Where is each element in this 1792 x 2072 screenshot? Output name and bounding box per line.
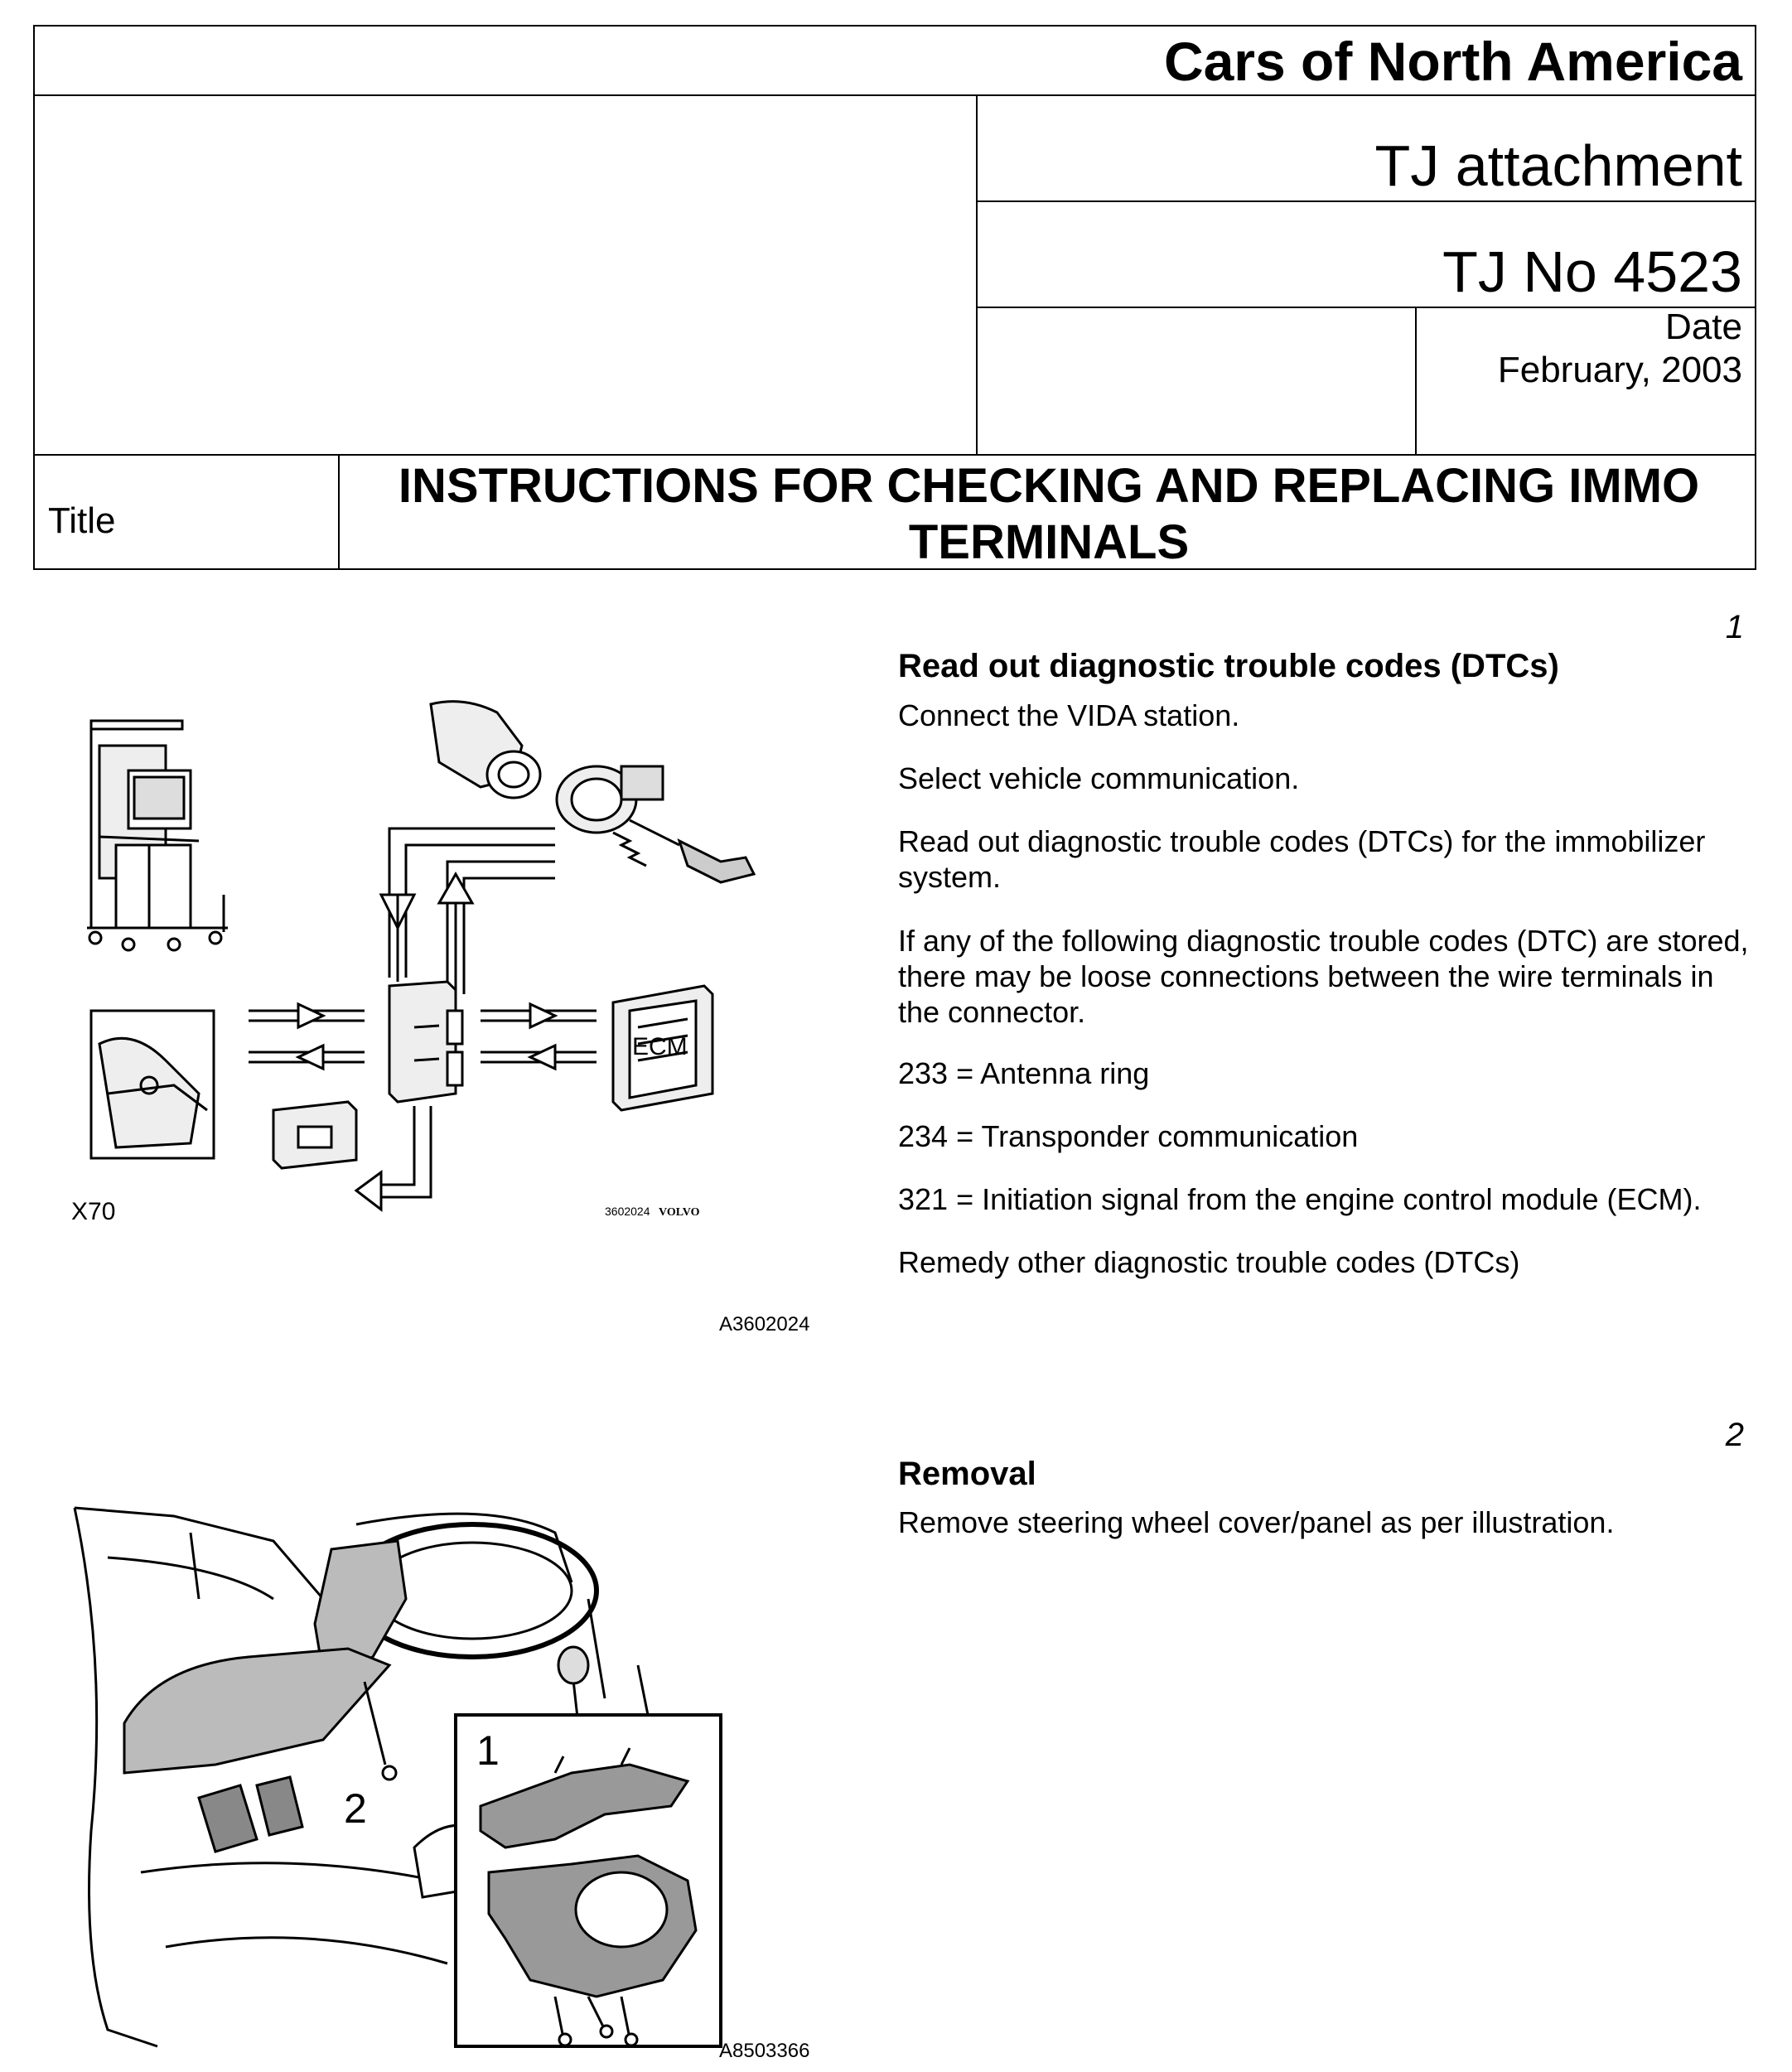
interior-inset-illustration bbox=[91, 1011, 214, 1158]
arrow-antenna-link bbox=[381, 828, 555, 994]
step-2-paragraph: Remove steering wheel cover/panel as per illustration. bbox=[898, 1505, 1615, 1539]
header-divider bbox=[976, 307, 1756, 308]
immobilizer-diagram bbox=[50, 696, 795, 1226]
step-1-paragraph: If any of the following diagnostic trouble codes (DTC) are stored, there may be loose connections between the wire terminals in the connector. bbox=[898, 924, 1749, 1029]
figure-1-caption: A3602024 bbox=[719, 1313, 810, 1335]
callout-1: 1 bbox=[476, 1727, 500, 1774]
header-divider bbox=[33, 94, 1756, 96]
figure-small-code: 3602024 bbox=[605, 1205, 650, 1218]
header-divider bbox=[1415, 307, 1417, 454]
dtc-234: 234 = Transponder communication bbox=[898, 1119, 1359, 1153]
document-title bbox=[341, 458, 1756, 571]
step-2-heading: Removal bbox=[898, 1456, 1036, 1492]
callout-2: 2 bbox=[344, 1785, 367, 1832]
dtc-233: 233 = Antenna ring bbox=[898, 1056, 1150, 1090]
header-divider bbox=[33, 454, 1756, 456]
ignition-antenna-ring-illustration bbox=[431, 702, 754, 882]
step-1-paragraph: Remedy other diagnostic trouble codes (DTCs) bbox=[898, 1245, 1520, 1279]
vida-station-illustration bbox=[87, 721, 228, 950]
step-1-paragraph: Read out diagnostic trouble codes (DTCs) for the immobilizer system. bbox=[898, 824, 1706, 894]
document-title-line-2: TERMINALS bbox=[908, 515, 1190, 569]
date-value: February, 2003 bbox=[1497, 350, 1742, 390]
step-number-2: 2 bbox=[1725, 1417, 1744, 1453]
title-label: Title bbox=[48, 500, 116, 541]
ecm-label: ECM bbox=[632, 1033, 688, 1060]
figure-2-caption: A8503366 bbox=[719, 2040, 810, 2062]
header-divider bbox=[338, 454, 340, 570]
document-title-line-1: INSTRUCTIONS FOR CHECKING AND REPLACING IMMO bbox=[398, 459, 1700, 513]
arrow-left-link bbox=[249, 1004, 365, 1069]
date-label: Date bbox=[1665, 307, 1742, 347]
arrow-ecm-link bbox=[481, 1004, 597, 1069]
central-lock-module-illustration bbox=[273, 1102, 431, 1210]
company-name: Cars of North America bbox=[1163, 31, 1742, 92]
steering-panel-removal-illustration bbox=[58, 1500, 804, 2055]
step-1-paragraph: Connect the VIDA station. bbox=[898, 698, 1240, 732]
immobilizer-module-illustration bbox=[389, 982, 462, 1102]
step-number-1: 1 bbox=[1725, 609, 1744, 645]
step-1-paragraph: Select vehicle communication. bbox=[898, 761, 1300, 795]
dtc-321: 321 = Initiation signal from the engine control module (ECM). bbox=[898, 1182, 1702, 1216]
volvo-brand-label: VOLVO bbox=[659, 1206, 700, 1219]
header-divider bbox=[976, 94, 978, 454]
document-type: TJ attachment bbox=[1374, 133, 1742, 198]
tj-number: TJ No 4523 bbox=[1442, 239, 1742, 304]
header-divider bbox=[976, 200, 1756, 202]
step-1-heading: Read out diagnostic trouble codes (DTCs) bbox=[898, 648, 1559, 684]
model-label: X70 bbox=[71, 1198, 116, 1225]
